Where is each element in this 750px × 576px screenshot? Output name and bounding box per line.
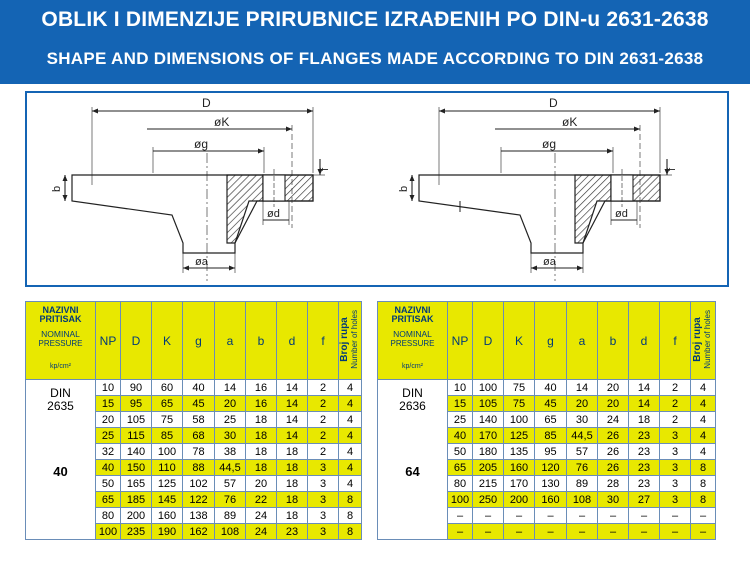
table-cell: 22 [246,492,277,508]
label-g-left: øg [194,137,209,151]
table-cell: 40 [96,460,121,476]
unit-label: kp/cm² [402,363,423,370]
table-cell: – [473,508,504,524]
table-cell: 20 [567,396,598,412]
pritisak-label: PRITISAK [391,314,434,324]
table-cell: 4 [691,380,716,396]
table-cell: 57 [215,476,246,492]
nominal-label: NOMINAL [41,329,80,339]
table-cell: 20 [246,476,277,492]
table-cell: 50 [96,476,121,492]
table-cell: 4 [691,444,716,460]
table-cell: 4 [691,396,716,412]
col-b: b [246,302,277,380]
col-g: g [183,302,215,380]
flange-drawing-panel [25,91,729,287]
table-cell: – [629,508,660,524]
table-cell: 4 [691,428,716,444]
table-cell: 89 [215,508,246,524]
pressure-header-right [378,302,448,380]
pressure-label: PRESSURE [390,339,435,348]
table-cell: 65 [448,460,473,476]
table-cell: 60 [152,380,183,396]
table-cell: 3 [660,428,691,444]
table-cell: 8 [691,460,716,476]
table-cell: 26 [598,444,629,460]
table-cell: 50 [448,444,473,460]
table-cell: 18 [629,412,660,428]
table-cell: 32 [96,444,121,460]
table-cell: 18 [246,412,277,428]
table-cell: 100 [96,524,121,540]
nominal-pressure-value: 64 [405,464,420,479]
table-cell: 18 [277,444,308,460]
table-cell: 160 [535,492,567,508]
standard-din: DIN [50,386,71,400]
table-cell: 2 [308,380,339,396]
table-cell: 58 [183,412,215,428]
table-cell: 125 [152,476,183,492]
table-cell: 15 [96,396,121,412]
table-cell: 2 [660,380,691,396]
table-cell: 170 [504,476,535,492]
table-cell: 100 [448,492,473,508]
table-cell: 165 [121,476,152,492]
table-cell: – [567,508,598,524]
table-cell: 20 [598,380,629,396]
col-holes [691,302,716,380]
table-cell: 200 [504,492,535,508]
table-cell: 3 [660,444,691,460]
table-cell: 20 [215,396,246,412]
table-cell: 40 [448,428,473,444]
table-cell: 2 [308,444,339,460]
table-cell: 95 [121,396,152,412]
table-cell: 120 [535,460,567,476]
holes-sublabel: Number of holes [350,309,359,369]
table-cell: 3 [308,460,339,476]
table-cell: 85 [535,428,567,444]
table-cell: 135 [504,444,535,460]
flange-drawings [27,93,727,285]
table-cell: – [535,524,567,540]
table-cell: 162 [183,524,215,540]
table-cell: 65 [535,412,567,428]
table-cell: 180 [473,444,504,460]
table-cell: 3 [308,476,339,492]
label-g-right: øg [542,137,557,151]
table-cell: 23 [277,524,308,540]
table-cell: 160 [152,508,183,524]
table-cell: 18 [277,460,308,476]
table-cell: 250 [473,492,504,508]
table-cell: – [535,508,567,524]
table-cell: 122 [183,492,215,508]
table-cell: 140 [121,444,152,460]
table-cell: 14 [629,396,660,412]
table-cell: 8 [339,492,362,508]
table-cell: 4 [339,476,362,492]
table-cell: 3 [308,508,339,524]
table-cell: 30 [567,412,598,428]
table-cell: – [629,524,660,540]
table-cell: 8 [339,508,362,524]
table-cell: – [660,524,691,540]
table-cell: 108 [567,492,598,508]
table-cell: 18 [277,476,308,492]
table-cell: 115 [121,428,152,444]
unit-label: kp/cm² [50,363,71,370]
nominal-label: NOMINAL [393,329,432,339]
table-cell: 23 [629,444,660,460]
label-d-right: ød [615,208,628,220]
table-cell: 200 [121,508,152,524]
table-cell: 3 [660,460,691,476]
label-b-right: b [398,185,410,192]
table-cell: 75 [504,396,535,412]
holes-label: Broj rupa [692,316,703,362]
col-K: K [504,302,535,380]
table-cell: 57 [567,444,598,460]
table-cell: 85 [152,428,183,444]
table-cell: 20 [598,396,629,412]
table-cell: 105 [121,412,152,428]
col-K: K [152,302,183,380]
col-np: NP [448,302,473,380]
table-cell: 75 [152,412,183,428]
table-cell: 24 [598,412,629,428]
table-cell: 18 [246,428,277,444]
table-cell: 2 [660,412,691,428]
table-cell: 23 [629,428,660,444]
table-cell: – [598,508,629,524]
label-b-left: b [51,185,63,192]
table-cell: 205 [473,460,504,476]
table-cell: 90 [121,380,152,396]
flange-drawing-right [410,107,673,281]
table-cell: 45 [535,396,567,412]
table-cell: 80 [448,476,473,492]
col-a: a [215,302,246,380]
table-row [378,380,716,396]
table-cell: 100 [504,412,535,428]
table-cell: – [504,508,535,524]
label-D-right: D [549,96,558,110]
label-f-right: f [666,167,678,171]
col-D: D [473,302,504,380]
table-cell: 3 [308,492,339,508]
nazivni-label: NAZIVNI [42,305,79,315]
table-cell: 235 [121,524,152,540]
label-D-left: D [202,96,211,110]
pritisak-label: PRITISAK [39,314,82,324]
label-a-right: øa [543,256,556,268]
pressure-label: PRESSURE [38,339,83,348]
label-f-left: f [319,167,331,171]
col-holes [339,302,362,380]
table-cell: 10 [96,380,121,396]
table-cell: 3 [660,492,691,508]
col-f: f [308,302,339,380]
table-cell: 138 [183,508,215,524]
table-cell: 14 [277,380,308,396]
table-cell: 78 [183,444,215,460]
table-cell: 40 [535,380,567,396]
table-cell: 23 [629,476,660,492]
table-cell: 140 [473,412,504,428]
table-cell: 44,5 [567,428,598,444]
col-b: b [598,302,629,380]
table-cell: 88 [183,460,215,476]
table-cell: 18 [277,508,308,524]
table-cell: 8 [339,524,362,540]
col-d: d [629,302,660,380]
table-cell: 30 [215,428,246,444]
table-cell: 65 [96,492,121,508]
table-cell: 130 [535,476,567,492]
table-cell: 150 [121,460,152,476]
table-cell: 95 [535,444,567,460]
table-cell: 4 [339,380,362,396]
table-cell: 2 [308,396,339,412]
col-f: f [660,302,691,380]
nominal-pressure-value: 40 [53,464,68,479]
page-header [0,0,750,84]
table-cell: 2 [660,396,691,412]
holes-label: Broj rupa [339,316,350,362]
table-cell: – [448,508,473,524]
table-cell: 30 [598,492,629,508]
table-cell: 14 [277,412,308,428]
table-cell: 190 [152,524,183,540]
standard-din: DIN [402,386,423,400]
col-a: a [567,302,598,380]
table-cell: 23 [629,460,660,476]
table-cell: 20 [96,412,121,428]
table-cell: 76 [567,460,598,476]
table-cell: 38 [215,444,246,460]
table-cell: 4 [339,396,362,412]
table-cell: – [660,508,691,524]
holes-sublabel: Number of holes [703,309,712,369]
table-cell: 24 [246,508,277,524]
table-cell: 18 [246,460,277,476]
table-cell: 105 [473,396,504,412]
table-cell: 8 [691,492,716,508]
label-d-left: ød [267,208,280,220]
standard-number: 2635 [47,399,74,413]
table-cell: 185 [121,492,152,508]
table-cell: 108 [215,524,246,540]
table-cell: 100 [473,380,504,396]
pressure-header-left [26,302,96,380]
table-cell: 102 [183,476,215,492]
table-cell: – [504,524,535,540]
standard-cell [378,380,448,540]
table-cell: 2 [308,428,339,444]
table-cell: – [567,524,598,540]
table-cell: 14 [277,428,308,444]
table-cell: 160 [504,460,535,476]
table-cell: 28 [598,476,629,492]
table-cell: 8 [691,476,716,492]
table-cell: 3 [308,524,339,540]
table-cell: 18 [277,492,308,508]
table-cell: 100 [152,444,183,460]
table-cell: 4 [339,428,362,444]
table-cell: 26 [598,428,629,444]
table-cell: 14 [215,380,246,396]
table-cell: 76 [215,492,246,508]
table-cell: 80 [96,508,121,524]
table-cell: 44,5 [215,460,246,476]
table-cell: 2 [308,412,339,428]
table-cell: 75 [504,380,535,396]
col-d: d [277,302,308,380]
col-D: D [121,302,152,380]
table-cell: 14 [629,380,660,396]
table-cell: 4 [339,412,362,428]
table-cell: 16 [246,380,277,396]
table-cell: – [691,508,716,524]
table-cell: 170 [473,428,504,444]
table-cell: 40 [183,380,215,396]
table-cell: 16 [246,396,277,412]
table-cell: 4 [691,412,716,428]
table-cell: 27 [629,492,660,508]
label-a-left: øa [195,256,208,268]
table-cell: 25 [448,412,473,428]
table-cell: – [448,524,473,540]
title-english: SHAPE AND DIMENSIONS OF FLANGES MADE ACCORDING TO DIN 2631-2638 [46,49,704,68]
label-K-right: øK [562,115,578,129]
table-cell: 89 [567,476,598,492]
table-cell: 3 [660,476,691,492]
label-K-left: øK [214,115,230,129]
table-cell: 65 [152,396,183,412]
title-croatian: OBLIK I DIMENZIJE PRIRUBNICE IZRAĐENIH PO DIN-u 2631-2638 [41,8,709,31]
flange-drawing-left [63,107,326,281]
flange-table-right [377,301,716,540]
table-cell: 215 [473,476,504,492]
table-cell: 145 [152,492,183,508]
standard-number: 2636 [399,399,426,413]
table-cell: 25 [215,412,246,428]
table-cell: – [691,524,716,540]
table-cell: 68 [183,428,215,444]
nazivni-label: NAZIVNI [394,305,431,315]
table-cell: 4 [339,444,362,460]
table-cell: 15 [448,396,473,412]
table-cell: 26 [598,460,629,476]
flange-table-left [25,301,362,540]
table-cell: 14 [567,380,598,396]
table-cell: 10 [448,380,473,396]
standard-cell [26,380,96,540]
table-cell: 125 [504,428,535,444]
col-g: g [535,302,567,380]
table-cell: 25 [96,428,121,444]
col-np: NP [96,302,121,380]
table-cell: – [598,524,629,540]
table-row [26,380,362,396]
table-cell: 18 [246,444,277,460]
table-cell: – [473,524,504,540]
table-cell: 110 [152,460,183,476]
table-cell: 4 [339,460,362,476]
table-cell: 14 [277,396,308,412]
table-cell: 45 [183,396,215,412]
table-cell: 24 [246,524,277,540]
